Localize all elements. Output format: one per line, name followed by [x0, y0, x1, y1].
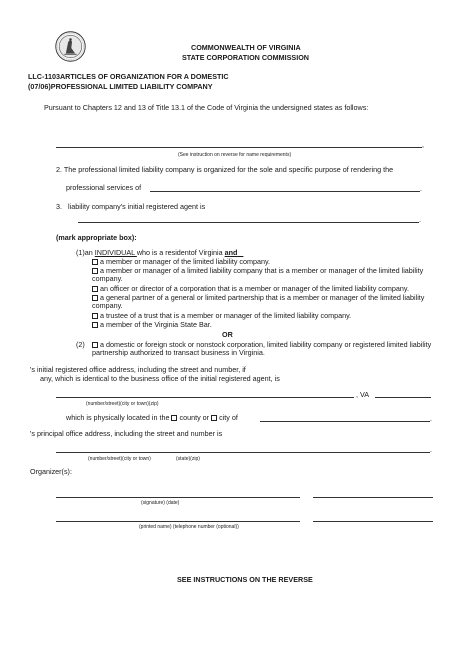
- located-text: which is physically located in the: [66, 413, 170, 422]
- name-requirements-note: (See instruction on reverse for name requirements): [178, 152, 292, 158]
- checkbox-icon[interactable]: [92, 313, 98, 319]
- principal-caption-street: (number/street)(city or town): [88, 456, 151, 462]
- check-label: a general partner of a general or limited partnership that is a member or manager of the limited liability company.: [92, 293, 425, 310]
- city-text: city of: [219, 413, 238, 422]
- checkbox-icon[interactable]: [92, 322, 98, 328]
- county-checkbox-icon[interactable]: [171, 415, 177, 421]
- check-llc-member[interactable]: [92, 267, 438, 283]
- services-period: .: [420, 184, 422, 193]
- office-line2: any, which is identical to the business office of the initial registered agent, is: [40, 374, 280, 383]
- virginia-state-seal: [55, 31, 86, 62]
- checkbox-icon[interactable]: [92, 259, 98, 265]
- option1-and: and: [224, 248, 238, 257]
- company-name-line[interactable]: [56, 147, 422, 148]
- professional-services-line[interactable]: [150, 191, 420, 192]
- option1-and-underline: [237, 248, 243, 257]
- organizers-label: Organizer(s):: [30, 467, 72, 476]
- check-corporation-officer[interactable]: [92, 285, 409, 293]
- mark-box-label: (mark appropriate box):: [56, 233, 137, 242]
- or-label: OR: [222, 330, 233, 339]
- principal-period: .: [430, 445, 432, 454]
- registered-agent-line[interactable]: [78, 222, 419, 223]
- office-address-caption: (number/street)(city or town)(zip): [86, 401, 159, 407]
- city-checkbox-icon[interactable]: [211, 415, 217, 421]
- header-commission: STATE CORPORATION COMMISSION: [182, 53, 309, 62]
- item2-text: 2. The professional limited liability company is organized for the sole and specific purpose of rendering the: [56, 165, 394, 174]
- office-va: , VA: [356, 390, 370, 399]
- item2-services-label: professional services of: [66, 183, 142, 192]
- printed-name-caption: (printed name) (telephone number (optional)): [139, 524, 239, 530]
- check-general-partner[interactable]: [92, 294, 438, 310]
- check-label: an officer or director of a corporation that is a member or manager of the limited liability company.: [100, 284, 409, 293]
- check-member-manager[interactable]: [92, 258, 270, 266]
- form-title: LLC-1103ARTICLES OF ORGANIZATION FOR A DOMESTIC: [28, 72, 229, 81]
- principal-address-line[interactable]: [56, 452, 430, 453]
- header-commonwealth: COMMONWEALTH OF VIRGINIA: [191, 43, 301, 52]
- option2-number: (2): [76, 340, 85, 349]
- check-trustee[interactable]: [92, 312, 351, 320]
- check-label: a domestic or foreign stock or nonstock corporation, limited liability company or registered limited liability partnership authorized to transact business in Virginia.: [92, 340, 432, 357]
- item3-number: 3.: [56, 202, 62, 211]
- agent-period: .: [419, 215, 421, 224]
- principal-caption-state: (state)(zip): [176, 456, 200, 462]
- check-label: a member of the Virginia State Bar.: [100, 320, 212, 329]
- printed-name-line-2[interactable]: [313, 521, 433, 522]
- office-zip-line[interactable]: [375, 397, 431, 398]
- office-address-line[interactable]: [56, 397, 354, 398]
- office-located-line: [66, 414, 238, 422]
- locality-period: .: [430, 414, 432, 423]
- check-label: a member or manager of the limited liability company.: [100, 257, 271, 266]
- footer-instructions: SEE INSTRUCTIONS ON THE REVERSE: [177, 575, 313, 584]
- checkbox-icon[interactable]: [92, 286, 98, 292]
- printed-name-line[interactable]: [56, 521, 300, 522]
- office-line1: 's initial registered office address, including the street and number, if: [30, 365, 246, 374]
- principal-office-text: 's principal office address, including the street and number is: [30, 429, 223, 438]
- item3-text: liability company's initial registered agent is: [68, 202, 206, 211]
- locality-line[interactable]: [260, 421, 430, 422]
- signature-line[interactable]: [56, 497, 300, 498]
- option1-rest: who is a residentof Virginia: [136, 248, 225, 257]
- signature-caption: (signature) (date): [141, 500, 180, 506]
- option1-line: [76, 249, 243, 257]
- check-corporation-agent[interactable]: [92, 341, 438, 357]
- check-label: a member or manager of a limited liability company that is a member or manager of the limited liability company.: [92, 266, 424, 283]
- company-name-comma: ,: [422, 140, 424, 149]
- option1-lead: (1)an: [76, 248, 95, 257]
- form-subtitle: (07/06)PROFESSIONAL LIMITED LIABILITY COMPANY: [28, 82, 213, 91]
- check-state-bar[interactable]: [92, 321, 212, 329]
- check-label: a trustee of a trust that is a member or manager of the limited liability company.: [100, 311, 352, 320]
- intro-text: Pursuant to Chapters 12 and 13 of Title 13.1 of the Code of Virginia the undersigned states as follows:: [44, 103, 369, 112]
- signature-line-2[interactable]: [313, 497, 433, 498]
- option1-individual: INDIVIDUAL: [94, 248, 137, 257]
- county-text: county or: [179, 413, 210, 422]
